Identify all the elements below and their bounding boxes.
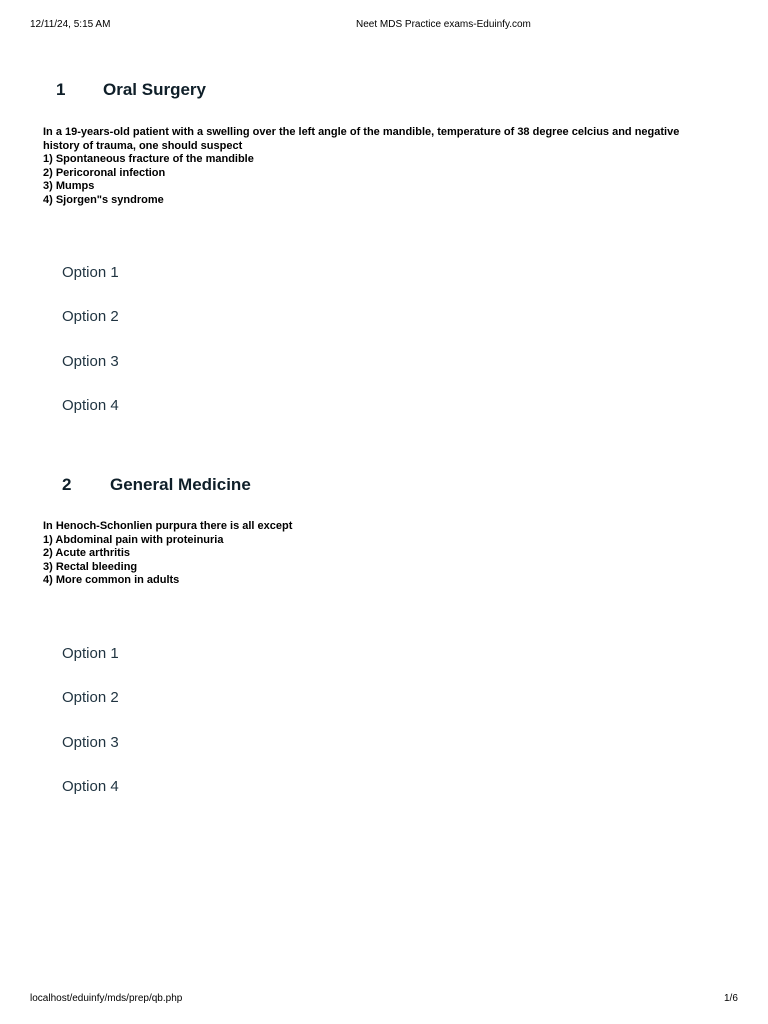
question-stem: In Henoch-Schonlien purpura there is all except bbox=[43, 520, 293, 532]
answer-choice: 2) Acute arthritis bbox=[43, 547, 131, 559]
question-subject: General Medicine bbox=[110, 475, 251, 494]
answer-choice: 3) Mumps bbox=[43, 180, 95, 192]
option-4[interactable]: Option 4 bbox=[62, 397, 119, 414]
print-page-title: Neet MDS Practice exams-Eduinfy.com bbox=[356, 19, 531, 30]
answer-choice: 4) Sjorgen"s syndrome bbox=[43, 193, 164, 206]
question-number: 2 bbox=[62, 475, 72, 494]
question-stem: In a 19-years-old patient with a swelling over the left angle of the mandible, temperature of 38 degree celcius and negative bbox=[43, 126, 680, 138]
answer-choice: 3) Rectal bleeding bbox=[43, 560, 138, 573]
question-stem: history of trauma, one should suspect bbox=[43, 139, 243, 152]
question-number: 1 bbox=[56, 80, 66, 99]
option-3[interactable]: Option 3 bbox=[62, 353, 119, 370]
answer-choice: 2) Pericoronal infection bbox=[43, 166, 166, 179]
answer-choice: 1) Abdominal pain with proteinuria bbox=[43, 533, 224, 546]
print-date: 12/11/24, 5:15 AM bbox=[30, 19, 111, 30]
answer-choice: 1) Spontaneous fracture of the mandible bbox=[43, 153, 254, 165]
option-4[interactable]: Option 4 bbox=[62, 778, 119, 795]
answer-choice: 4) More common in adults bbox=[43, 574, 180, 586]
question-text bbox=[43, 520, 723, 588]
print-footer-url: localhost/eduinfy/mds/prep/qb.php bbox=[30, 993, 183, 1004]
page-number: 1/6 bbox=[724, 993, 738, 1004]
option-2[interactable]: Option 2 bbox=[62, 689, 119, 706]
question-text bbox=[43, 126, 723, 207]
question-subject: Oral Surgery bbox=[103, 80, 206, 99]
option-2[interactable]: Option 2 bbox=[62, 308, 119, 325]
option-1[interactable]: Option 1 bbox=[62, 645, 119, 662]
option-1[interactable]: Option 1 bbox=[62, 264, 119, 281]
option-3[interactable]: Option 3 bbox=[62, 734, 119, 751]
